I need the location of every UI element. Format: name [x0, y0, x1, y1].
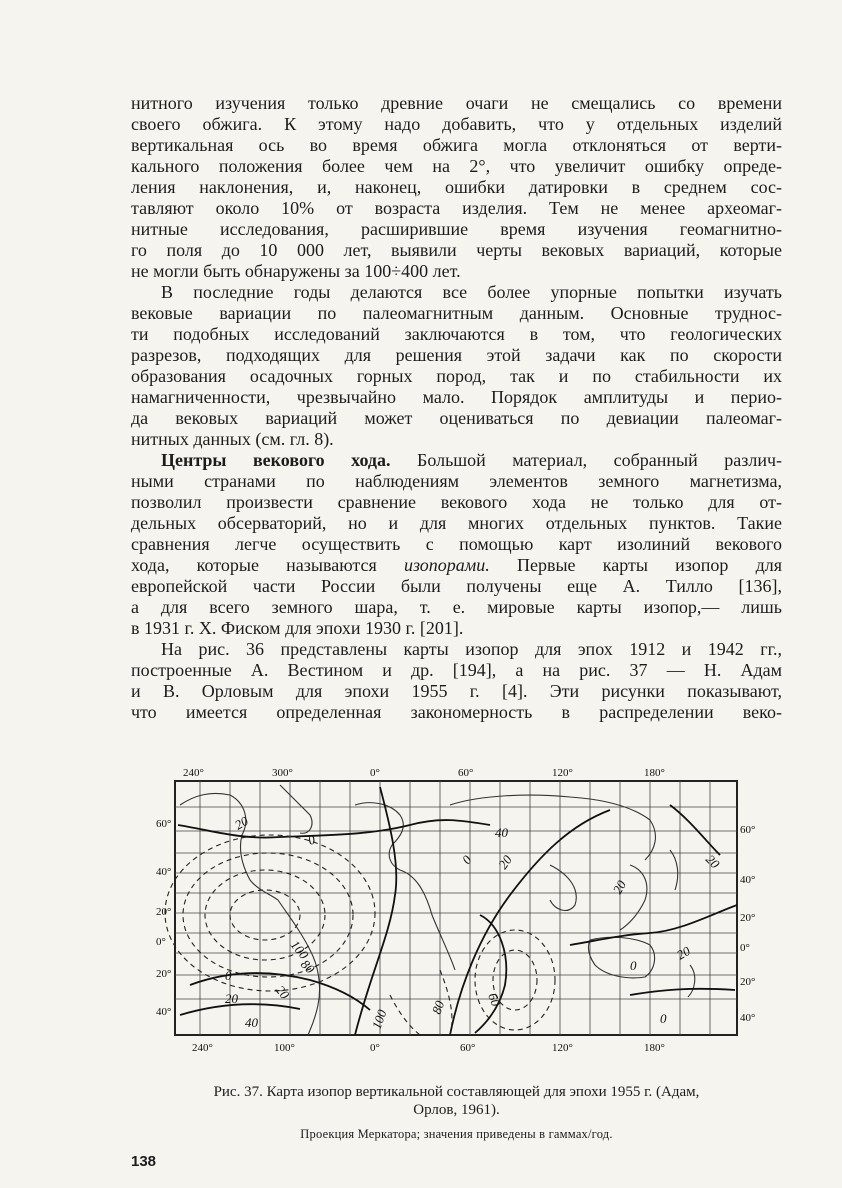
- longitude-label: 240°: [183, 767, 204, 779]
- contour-value-label: 80: [297, 956, 318, 977]
- map-grid: [175, 781, 737, 1035]
- text-line: образования осадочных горных пород, так и по стабильности их: [131, 366, 782, 386]
- contour-value-label: 80: [428, 998, 448, 1017]
- contour-value-label: 20: [232, 813, 251, 833]
- text-line: построенные А. Вестином и др. [194], а на рис. 37 — Н. Адам: [131, 660, 782, 680]
- latitude-label: 20°: [740, 912, 756, 924]
- figure-subcaption: Проекция Меркатора; значения приведены в гаммах/год.: [300, 1127, 613, 1141]
- longitude-label: 300°: [272, 767, 293, 779]
- text-line: ления наклонения, и, наконец, ошибки датировки в среднем сос-: [131, 177, 782, 197]
- contour-value-label: 0: [225, 968, 232, 983]
- text-span: хода, которые называются: [131, 555, 404, 575]
- latitude-label: 40°: [740, 1012, 756, 1024]
- paragraph-3: [131, 450, 782, 639]
- contour-value-label: 40: [245, 1015, 258, 1030]
- text-line: го поля до 10 000 лет, выявили черты вековых вариаций, которые: [131, 240, 782, 260]
- map-frame: [175, 781, 737, 1035]
- paragraph-2: [131, 282, 782, 450]
- text-line: что имеется определенная закономерность в распределении веко-: [131, 702, 782, 722]
- text-line: разрезов, подходящих для решения этой задачи как по скорости: [131, 345, 782, 365]
- text-span: Первые карты изопор для: [489, 555, 782, 575]
- longitude-label: 240°: [192, 1042, 213, 1054]
- text-line: своего обжига. К этому надо добавить, что у отдельных изделий: [131, 114, 782, 134]
- text-line: и В. Орловым для эпохи 1955 г. [4]. Эти рисунки показывают,: [131, 681, 782, 701]
- contour-value-label: 40: [495, 825, 508, 840]
- longitude-label: 120°: [552, 767, 573, 779]
- text-line: дельных обсерваторий, но и для многих отдельных пунктов. Такие: [131, 513, 782, 533]
- paragraph-4: [131, 639, 782, 723]
- text-line: нитные исследования, расширившие время изучения геомагнитно-: [131, 219, 782, 239]
- longitude-label: 0°: [370, 1042, 380, 1054]
- latitude-label: 40°: [156, 1006, 172, 1018]
- text-line: нитных данных (см. гл. 8).: [131, 429, 334, 449]
- latitude-label: 40°: [740, 874, 756, 886]
- contour-value-label: 0: [660, 1011, 667, 1026]
- latitude-label: 0°: [740, 942, 750, 954]
- text-line: ными странами по наблюдениям элементов земного магнетизма,: [131, 471, 782, 491]
- longitude-label: 180°: [644, 1042, 665, 1054]
- lat-labels-right: [740, 824, 755, 1024]
- longitude-label: 60°: [460, 1042, 476, 1054]
- contour-value-label: 0: [630, 958, 637, 973]
- text-line: кального положения более чем на 2°, что увеличит ошибку опреде-: [131, 156, 782, 176]
- contour-value-label: 100: [368, 1007, 390, 1032]
- latitude-label: 20°: [156, 968, 172, 980]
- latitude-label: 20°: [156, 906, 172, 918]
- contour-value-label: 20: [272, 982, 293, 1002]
- contour-value-label: 0: [458, 852, 475, 867]
- lon-labels-top: [183, 767, 665, 779]
- contour-value-label: 0: [305, 831, 318, 848]
- contour-value-label: 20: [609, 877, 630, 897]
- text-line: ти подобных исследований заключаются в том, что геологических: [131, 324, 782, 344]
- term-italic: изопорами.: [403, 555, 490, 575]
- contour-labels: [225, 813, 723, 1031]
- text-span: Большой материал, собранный различ-: [390, 450, 782, 470]
- text-line: не могли быть обнаружены за 100÷400 лет.: [131, 261, 461, 281]
- text-line: В последние годы делаются все более упорные попытки изучать: [161, 282, 782, 302]
- paragraph-3-line: [131, 555, 782, 576]
- text-line: намагниченности, чрезвычайно мало. Порядок амплитуды и перио-: [131, 387, 782, 407]
- latitude-label: 60°: [740, 824, 756, 836]
- contour-value-label: 20: [495, 852, 515, 872]
- lat-labels-left: [156, 818, 171, 1018]
- text-line: На рис. 36 представлены карты изопор для эпох 1912 и 1942 гг.,: [161, 639, 782, 659]
- longitude-label: 100°: [274, 1042, 295, 1054]
- text-line: вертикальная ось во время обжига могла отклоняться от верти-: [131, 135, 782, 155]
- contour-value-label: 100: [287, 937, 312, 962]
- longitude-label: 60°: [458, 767, 474, 779]
- isopore-map-figure: [150, 765, 770, 1065]
- contour-value-label: 20: [702, 851, 723, 872]
- longitude-label: 120°: [552, 1042, 573, 1054]
- text-line: в 1931 г. Х. Фиском для эпохи 1930 г. [201].: [131, 618, 464, 638]
- text-line: тавляют около 10% от возраста изделия. Тем не менее археомаг-: [131, 198, 782, 218]
- contour-value-label: 20: [225, 991, 238, 1006]
- coastlines: [180, 785, 695, 1035]
- figure-caption: [131, 1083, 782, 1119]
- section-heading: Центры векового хода.: [161, 450, 391, 470]
- text-line: вековые вариации по палеомагнитным данным. Основные труднос-: [131, 303, 782, 323]
- paragraph-1: [131, 93, 782, 282]
- longitude-label: 180°: [644, 767, 665, 779]
- text-line: а для всего земного шара, т. е. мировые карты изопор,— лишь: [131, 597, 782, 617]
- latitude-label: 0°: [156, 936, 166, 948]
- text-line: нитного изучения только древние очаги не смещались со времени: [131, 93, 782, 113]
- latitude-label: 40°: [156, 866, 172, 878]
- contour-value-label: 60: [485, 990, 504, 1009]
- text-line: сравнения легче осуществить с помощью карт изолиний векового: [131, 534, 782, 554]
- latitude-label: 20°: [740, 976, 756, 988]
- isopore-contours: [178, 787, 737, 1035]
- caption-line-1: Рис. 37. Карта изопор вертикальной составляющей для эпохи 1955 г. (Адам,: [213, 1084, 700, 1100]
- caption-line-2: Орлов, 1961).: [413, 1102, 500, 1118]
- text-line: европейской части России были получены еще А. Тилло [136],: [131, 576, 782, 596]
- text-line: позволил произвести сравнение векового хода не только для от-: [131, 492, 782, 512]
- latitude-label: 60°: [156, 818, 172, 830]
- longitude-label: 0°: [370, 767, 380, 779]
- text-line: да вековых вариаций может оцениваться по девиации палеомаг-: [131, 408, 782, 428]
- paragraph-3-line: [131, 450, 782, 471]
- lon-labels-bottom: [192, 1042, 665, 1054]
- page-number: 138: [131, 1153, 157, 1170]
- contour-value-label: 20: [674, 943, 693, 963]
